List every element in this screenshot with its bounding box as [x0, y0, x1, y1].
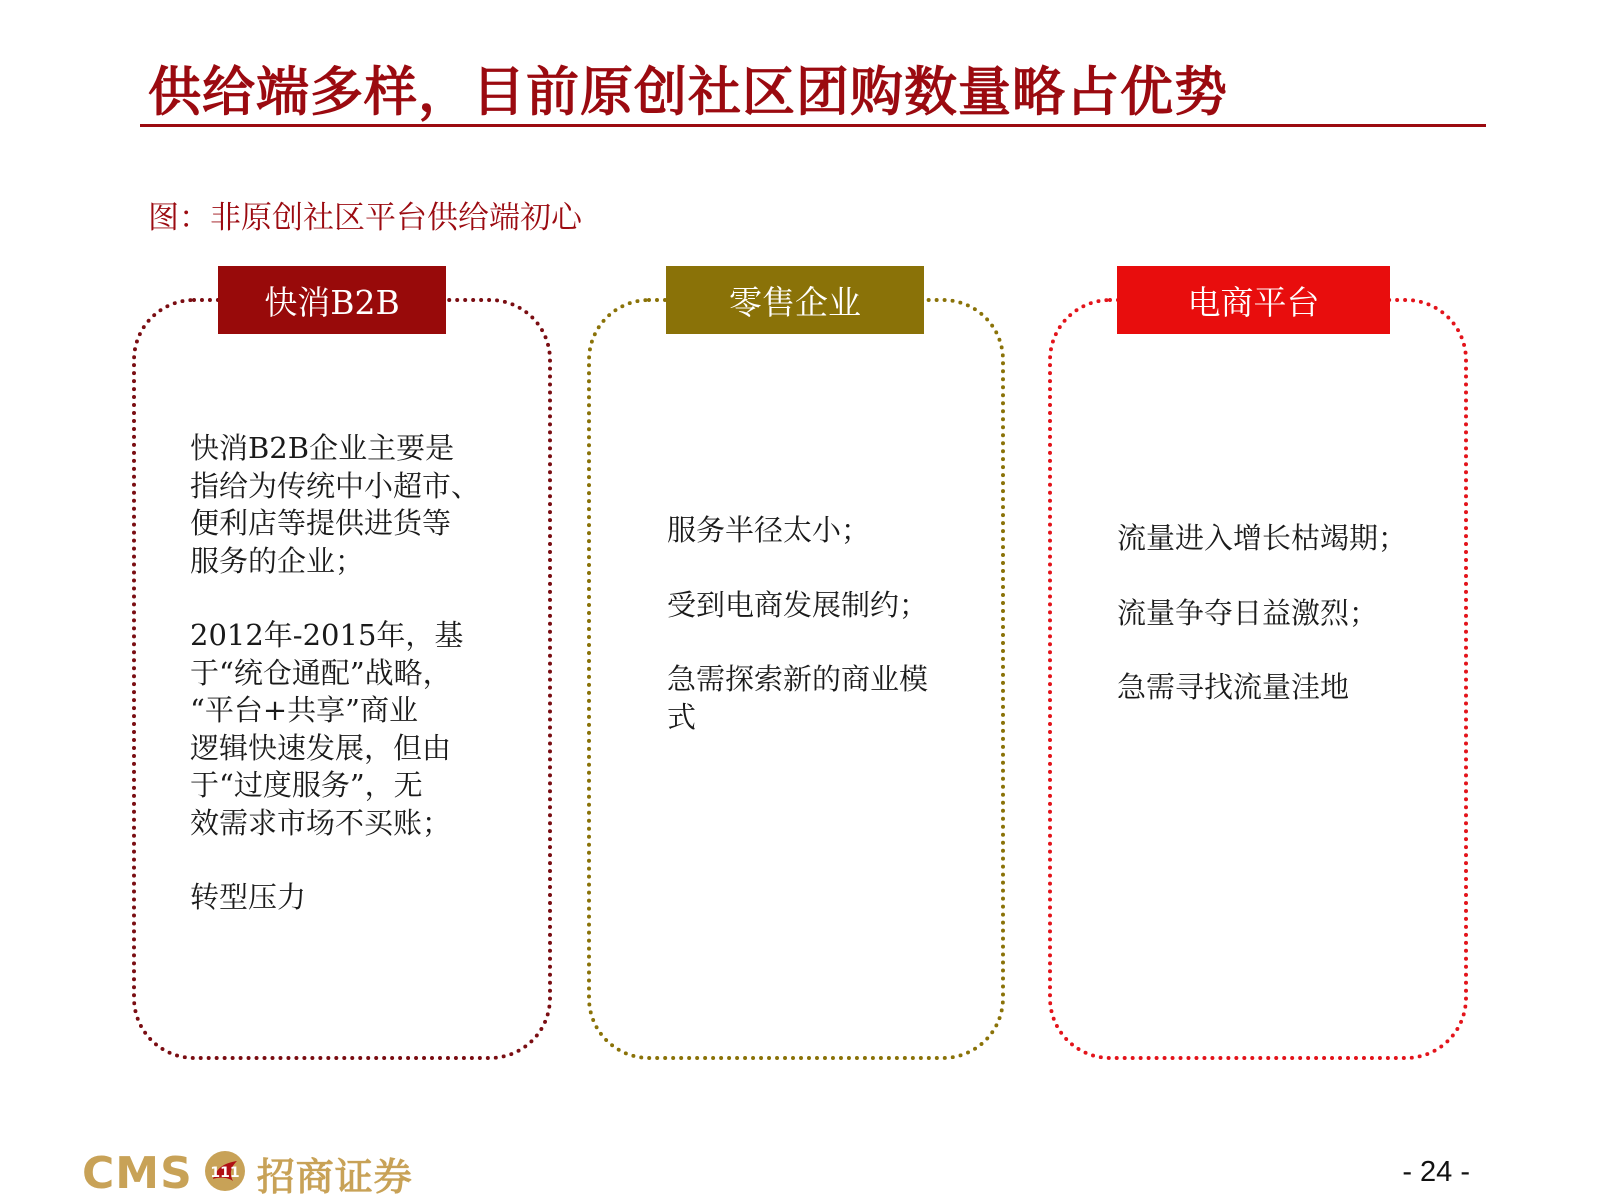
logo-chinese-text: 招商证券 [256, 1154, 413, 1199]
card-paragraph: 流量进入增长枯竭期； [1117, 521, 1408, 555]
card-paragraph: 转型压力 [190, 880, 307, 914]
card-paragraph: 急需探索新的商业模 式 [667, 662, 929, 734]
logo-latin-text: CMS [82, 1147, 193, 1199]
page-number: - 24 - [1402, 1156, 1470, 1188]
company-logo [82, 1146, 442, 1200]
card-retail-body [667, 512, 967, 736]
figure-caption: 图：非原创社区平台供给端初心 [148, 200, 582, 236]
logo-emblem-icon [203, 1149, 247, 1197]
card-paragraph: 服务半径太小； [667, 513, 871, 547]
card-paragraph: 受到电商发展制约； [667, 587, 929, 622]
card-paragraph: 快消B2B企业主要是 指给为传统中小超市、 便利店等提供进货等 服务的企业； [190, 431, 481, 578]
svg-text:111: 111 [210, 1165, 240, 1181]
card-fmcg-b2b-tag: 快消B2B [218, 266, 446, 334]
card-paragraph: 流量争夺日益激烈； [1117, 595, 1379, 630]
card-paragraph: 2012年-2015年，基 于“统仓通配”战略， “平台+共享”商业 逻辑快速发展，但由 于“过度服务”，无 效需求市场不买账； [190, 618, 464, 840]
card-ecommerce-tag: 电商平台 [1117, 266, 1390, 334]
title-divider [140, 124, 1486, 127]
page-title: 供给端多样，目前原创社区团购数量略占优势 [148, 62, 1228, 123]
card-fmcg-b2b-body [190, 430, 520, 917]
card-paragraph: 急需寻找流量洼地 [1117, 670, 1350, 704]
card-ecommerce-body [1117, 520, 1437, 707]
card-retail-tag: 零售企业 [666, 266, 924, 334]
